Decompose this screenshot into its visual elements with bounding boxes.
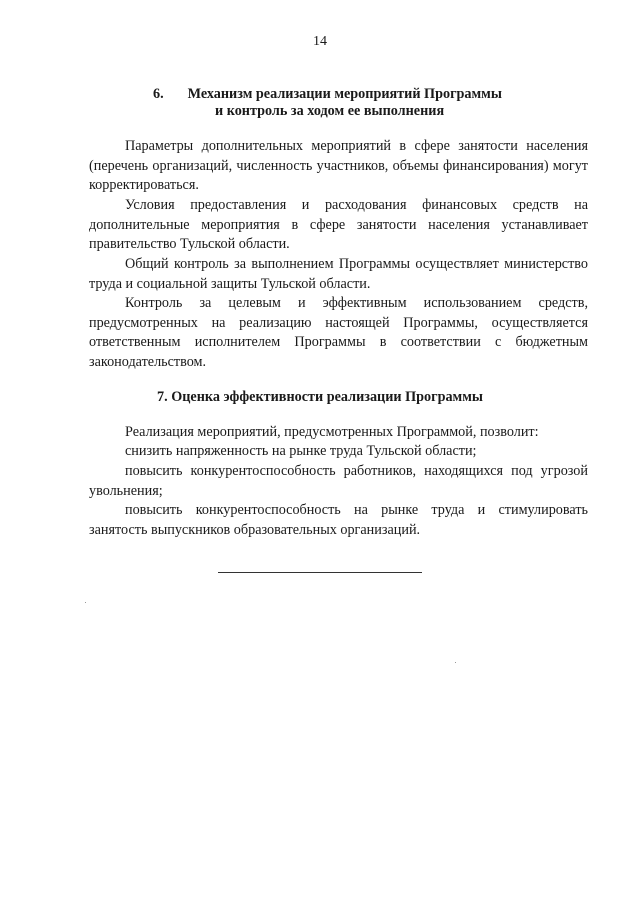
section-7-paragraph-2: снизить напряженность на рынке труда Тульской области; <box>125 443 477 459</box>
section-6-title-line1: Механизм реализации мероприятий Программы <box>187 86 502 102</box>
section-7-heading: 7. Оценка эффективности реализации Программы <box>157 389 483 405</box>
page-number: 14 <box>313 34 327 49</box>
section-6-heading-row <box>153 86 502 103</box>
closing-rule <box>218 572 422 573</box>
section-7-paragraph-4: повысить конкурентоспособность на рынке труда и стимулировать занятость выпускников образовательных организаций. <box>89 502 588 538</box>
scan-speck <box>455 662 456 663</box>
section-6-paragraph-2: Условия предоставления и расходования финансовых средств на дополнительные мероприятия в сфере занятости населения устанавливает правительство Тульской области. <box>89 197 588 252</box>
section-6-paragraph-1: Параметры дополнительных мероприятий в сфере занятости населения (перечень организаций, численность участников, объемы финансирования) могут корректироваться. <box>89 138 588 193</box>
section-6-title-line2: и контроль за ходом ее выполнения <box>215 103 445 119</box>
section-6-number: 6. <box>153 86 164 102</box>
section-6-paragraph-3: Общий контроль за выполнением Программы осуществляет министерство труда и социальной защиты Тульской области. <box>89 256 588 292</box>
section-6-paragraph-4: Контроль за целевым и эффективным использованием средств, предусмотренных на реализацию настоящей Программы, осуществляется ответственным исполнителем Программы в соответствии с бюджетным законодательством. <box>89 295 588 370</box>
scan-speck <box>85 602 86 603</box>
section-7-paragraph-3: повысить конкурентоспособность работников, находящихся под угрозой увольнения; <box>89 463 588 499</box>
section-7-paragraph-1: Реализация мероприятий, предусмотренных Программой, позволит: <box>125 424 539 440</box>
